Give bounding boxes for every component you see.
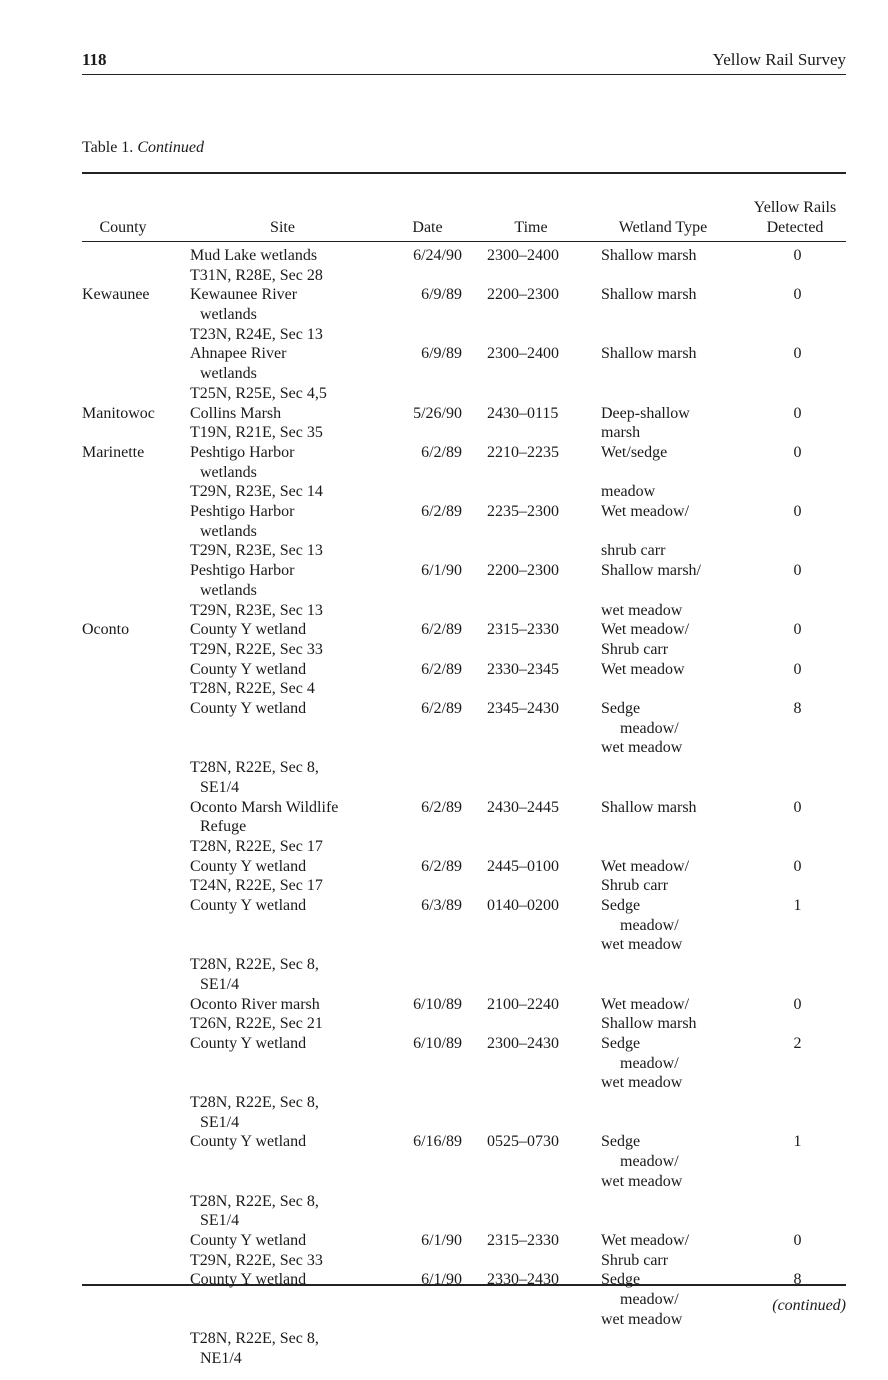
site-line: wetlands	[200, 522, 257, 540]
site-line: T28N, R22E, Sec 8,	[190, 1192, 319, 1210]
time-cell: 2345–2430	[487, 700, 559, 718]
site-cell	[190, 995, 385, 1034]
time-cell: 2300–2400	[487, 247, 559, 264]
site-line: T29N, R23E, Sec 14	[190, 483, 323, 501]
wetland-type-line: Shrub carr	[601, 640, 669, 658]
county-cell: Kewaunee	[82, 286, 150, 304]
table-label: Table 1.	[82, 139, 134, 156]
table-row	[0, 699, 888, 798]
wetland-type-line: shrub carr	[601, 542, 666, 560]
wetland-type-line: wet meadow	[601, 1310, 683, 1328]
site-line: Peshtigo Harbor	[190, 562, 295, 580]
wetland-type-line: wet meadow	[601, 739, 683, 757]
date-cell: 6/1/90	[421, 1271, 462, 1289]
time-cell: 2235–2300	[487, 503, 559, 521]
table-body	[0, 246, 888, 1369]
time-cell: 2315–2330	[487, 621, 559, 639]
county-cell: Manitowoc	[82, 404, 155, 422]
site-line: County Y wetland	[190, 621, 307, 639]
date-cell: 6/2/89	[421, 443, 462, 461]
detected-count-cell: 0	[793, 562, 802, 580]
wetland-type-line: Sedge	[601, 1133, 641, 1151]
site-line: T25N, R25E, Sec 4,5	[190, 384, 327, 402]
time-cell: 0525–0730	[487, 1133, 559, 1151]
detected-count-cell: 2	[793, 1034, 802, 1052]
site-line: Refuge	[200, 818, 247, 836]
date-cell: 6/9/89	[421, 345, 462, 363]
wetland-type-line: Sedge	[601, 1034, 641, 1052]
detected-count-cell: 0	[793, 995, 802, 1013]
time-cell: 2330–2345	[487, 660, 559, 678]
page-number: 118	[82, 50, 107, 69]
site-line: Peshtigo Harbor	[190, 503, 295, 521]
site-line: Kewaunee River	[190, 286, 298, 304]
date-cell: 6/1/90	[421, 1231, 462, 1249]
table-row	[0, 443, 888, 502]
time-cell: 2210–2235	[487, 443, 559, 461]
table-row	[0, 620, 888, 659]
detected-count-cell: 0	[793, 247, 802, 264]
detected-count-cell: 0	[793, 798, 802, 816]
site-line: wetlands	[200, 463, 257, 481]
col-header-site: Site	[270, 219, 295, 236]
site-cell	[190, 896, 385, 995]
table-row	[0, 285, 888, 344]
wetland-type-line: Sedge	[601, 897, 641, 915]
detected-count-cell: 0	[793, 857, 802, 875]
site-cell	[190, 246, 385, 285]
date-cell: 6/24/90	[413, 247, 462, 264]
site-line: wetlands	[200, 581, 257, 599]
date-cell: 6/2/89	[421, 621, 462, 639]
wetland-type-line: Shallow marsh	[601, 286, 697, 304]
detected-count-cell: 1	[793, 1133, 802, 1151]
site-cell	[190, 443, 385, 502]
wetland-type-line: Shallow marsh	[601, 345, 697, 363]
site-line: NE1/4	[200, 1350, 242, 1368]
date-cell: 6/2/89	[421, 700, 462, 718]
wetland-type-line: Deep-shallow	[601, 404, 690, 422]
time-cell: 2430–0115	[487, 404, 559, 422]
date-cell: 6/3/89	[421, 897, 462, 915]
detected-count-cell: 1	[793, 897, 802, 915]
wetland-type-line: Wet meadow	[601, 660, 685, 678]
wetland-type-line: Shrub carr	[601, 1251, 669, 1269]
time-cell: 2300–2430	[487, 1034, 559, 1052]
site-cell	[190, 699, 385, 798]
site-line: County Y wetland	[190, 1133, 307, 1151]
wetland-type-line: Shallow marsh	[601, 1015, 697, 1033]
wetland-type-line: meadow/	[620, 1153, 679, 1171]
wetland-type-line: meadow	[601, 483, 656, 501]
site-line: T31N, R28E, Sec 28	[190, 266, 323, 284]
time-cell: 2445–0100	[487, 857, 559, 875]
table-row	[0, 1231, 888, 1270]
time-cell: 2330–2430	[487, 1271, 559, 1289]
detected-count-cell: 0	[793, 286, 802, 304]
site-line: T28N, R22E, Sec 17	[190, 837, 323, 855]
table-caption	[82, 139, 204, 157]
wetland-type-line: Wet meadow/	[601, 503, 690, 521]
detected-count-cell: 0	[793, 503, 802, 521]
site-line: T29N, R23E, Sec 13	[190, 601, 323, 619]
date-cell: 6/1/90	[421, 562, 462, 580]
detected-count-cell: 0	[793, 1231, 802, 1249]
wetland-type-line: Wet meadow/	[601, 857, 690, 875]
site-line: County Y wetland	[190, 897, 307, 915]
wetland-type-line: Shrub carr	[601, 877, 669, 895]
date-cell: 6/2/89	[421, 857, 462, 875]
county-cell: Marinette	[82, 443, 145, 461]
site-cell	[190, 1034, 385, 1133]
col-header-wetland-type: Wetland Type	[618, 219, 708, 236]
site-cell	[190, 857, 385, 896]
detected-count-cell: 0	[793, 443, 802, 461]
wetland-type-line: meadow/	[620, 1290, 679, 1308]
date-cell: 6/10/89	[413, 995, 462, 1013]
county-cell: Oconto	[82, 621, 130, 639]
date-cell: 6/2/89	[421, 660, 462, 678]
wetland-type-line: Shallow marsh	[601, 247, 697, 264]
table-row	[0, 857, 888, 896]
site-line: T28N, R22E, Sec 8,	[190, 956, 319, 974]
site-line: SE1/4	[200, 778, 240, 796]
time-cell: 2300–2400	[487, 345, 559, 363]
table-row	[0, 344, 888, 403]
site-line: Mud Lake wetlands	[190, 247, 318, 264]
table-row	[0, 995, 888, 1034]
time-cell: 2315–2330	[487, 1231, 559, 1249]
wetland-type-line: Wet/sedge	[601, 443, 668, 461]
date-cell: 6/9/89	[421, 286, 462, 304]
site-line: County Y wetland	[190, 1034, 307, 1052]
table-row	[0, 896, 888, 995]
table-row	[0, 798, 888, 857]
detected-count-cell: 0	[793, 660, 802, 678]
site-line: County Y wetland	[190, 857, 307, 875]
site-line: Oconto River marsh	[190, 995, 320, 1013]
time-cell: 0140–0200	[487, 897, 559, 915]
site-line: T29N, R22E, Sec 33	[190, 640, 323, 658]
site-line: T28N, R22E, Sec 8,	[190, 1330, 319, 1348]
wetland-type-line: Shallow marsh	[601, 798, 697, 816]
site-line: Collins Marsh	[190, 404, 282, 422]
header-bottom-rule	[82, 241, 846, 242]
site-line: T28N, R22E, Sec 8,	[190, 1094, 319, 1112]
table-row	[0, 404, 888, 443]
site-line: T29N, R23E, Sec 13	[190, 542, 323, 560]
table-bottom-rule	[82, 1284, 846, 1286]
site-line: SE1/4	[200, 975, 240, 993]
table-row	[0, 561, 888, 620]
col-header-detected-line2: Detected	[766, 219, 824, 236]
page-header	[82, 50, 846, 75]
table-row	[0, 246, 888, 285]
site-cell	[190, 1231, 385, 1270]
site-line: SE1/4	[200, 1212, 240, 1230]
wetland-type-line: marsh	[601, 424, 641, 442]
date-cell: 5/26/90	[413, 404, 462, 422]
wetland-type-line: Wet meadow/	[601, 995, 690, 1013]
table-row	[0, 502, 888, 561]
wetland-type-line: wet meadow	[601, 1172, 683, 1190]
site-line: T28N, R22E, Sec 8,	[190, 759, 319, 777]
site-line: T28N, R22E, Sec 4	[190, 680, 315, 698]
wetland-type-line: meadow/	[620, 916, 679, 934]
site-line: T24N, R22E, Sec 17	[190, 877, 323, 895]
site-line: wetlands	[200, 365, 257, 383]
table-row	[0, 660, 888, 699]
col-header-time: Time	[514, 219, 548, 236]
wetland-type-line: wet meadow	[601, 601, 683, 619]
detected-count-cell: 8	[793, 700, 802, 718]
site-cell	[190, 344, 385, 403]
site-cell	[190, 404, 385, 443]
wetland-type-line: Shallow marsh/	[601, 562, 701, 580]
continued-note: (continued)	[772, 1297, 846, 1314]
table-top-rule	[82, 172, 846, 174]
site-cell	[190, 620, 385, 659]
table-row	[0, 1034, 888, 1133]
site-cell	[190, 561, 385, 620]
site-cell	[190, 1132, 385, 1231]
wetland-type-line: meadow/	[620, 719, 679, 737]
time-cell: 2200–2300	[487, 286, 559, 304]
wetland-type-line: Sedge	[601, 700, 641, 718]
col-header-detected-line1: Yellow Rails	[753, 199, 837, 216]
wetland-type-line: meadow/	[620, 1054, 679, 1072]
detected-count-cell: 8	[793, 1271, 802, 1289]
site-line: wetlands	[200, 306, 257, 324]
site-line: Ahnapee River	[190, 345, 287, 363]
detected-count-cell: 0	[793, 345, 802, 363]
site-cell	[190, 285, 385, 344]
site-line: Peshtigo Harbor	[190, 443, 295, 461]
time-cell: 2200–2300	[487, 562, 559, 580]
site-cell	[190, 502, 385, 561]
date-cell: 6/2/89	[421, 503, 462, 521]
site-line: SE1/4	[200, 1113, 240, 1131]
wetland-type-line: Sedge	[601, 1271, 641, 1289]
date-cell: 6/16/89	[413, 1133, 462, 1151]
site-cell	[190, 798, 385, 857]
site-line: County Y wetland	[190, 1271, 307, 1289]
detected-count-cell: 0	[793, 404, 802, 422]
wetland-type-line: Wet meadow/	[601, 621, 690, 639]
detected-count-cell: 0	[793, 621, 802, 639]
table-row	[0, 1132, 888, 1231]
table-continued-label: Continued	[137, 139, 204, 156]
running-title: Yellow Rail Survey	[712, 50, 846, 69]
wetland-type-line: Wet meadow/	[601, 1231, 690, 1249]
date-cell: 6/2/89	[421, 798, 462, 816]
site-line: T23N, R24E, Sec 13	[190, 325, 323, 343]
time-cell: 2100–2240	[487, 995, 559, 1013]
col-header-date: Date	[412, 219, 443, 236]
col-header-county: County	[99, 219, 147, 236]
site-cell	[190, 660, 385, 699]
wetland-type-line: wet meadow	[601, 936, 683, 954]
site-line: T19N, R21E, Sec 35	[190, 424, 323, 442]
site-line: County Y wetland	[190, 700, 307, 718]
site-line: County Y wetland	[190, 1231, 307, 1249]
site-line: T29N, R22E, Sec 33	[190, 1251, 323, 1269]
date-cell: 6/10/89	[413, 1034, 462, 1052]
time-cell: 2430–2445	[487, 798, 559, 816]
site-line: Oconto Marsh Wildlife	[190, 798, 339, 816]
wetland-type-line: wet meadow	[601, 1074, 683, 1092]
site-line: County Y wetland	[190, 660, 307, 678]
site-line: T26N, R22E, Sec 21	[190, 1015, 323, 1033]
